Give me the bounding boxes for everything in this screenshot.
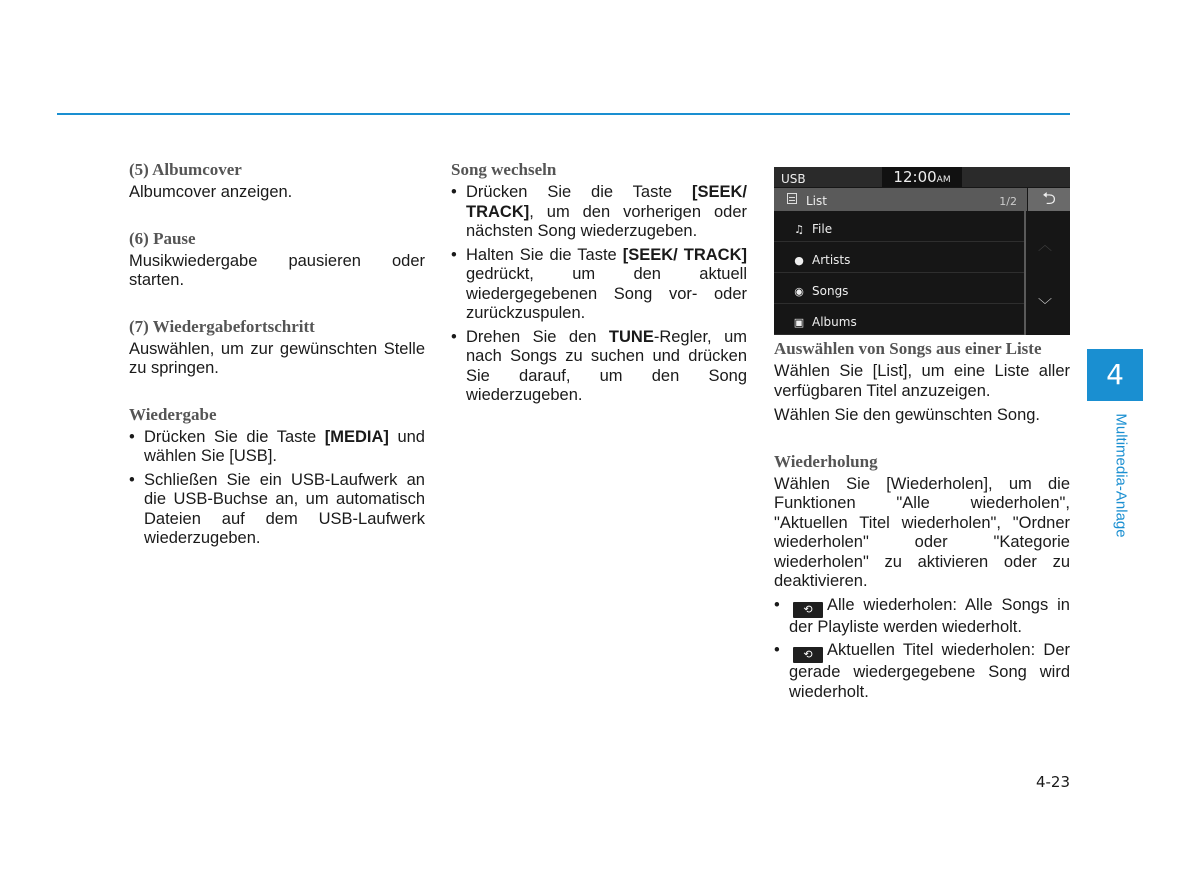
source-label: USB (781, 172, 806, 186)
pause-text: Musikwiedergabe pausieren oder starten. (129, 251, 425, 289)
chapter-number: 4 (1087, 349, 1143, 401)
column-middle (451, 160, 747, 410)
page-indicator: 1/2 (999, 195, 1017, 208)
header-rule (57, 113, 1070, 115)
albumcover-text: Albumcover anzeigen. (129, 183, 293, 201)
list-item: • Halten Sie die Taste [SEEK/ TRACK] gedrückt, um den aktuell wiedergegebenen Song vor- oder zurückzuspulen. (451, 246, 747, 324)
scroll-down-icon[interactable]: ﹀ (1038, 298, 1052, 314)
clock: 12:00AM (882, 167, 962, 187)
section-title-list: Auswählen von Songs aus einer Liste (774, 339, 1042, 358)
section-title-repeat: Wiederholung (774, 451, 878, 471)
list-item: • ⟲ Aktuellen Titel wiederholen: Der gerade wiedergegebene Song wird wiederholt. (774, 641, 1070, 702)
list-text-1: Wählen Sie [List], um eine Liste aller verfügbaren Titel anzuzeigen. (774, 362, 1070, 400)
column-right (774, 160, 1070, 706)
back-button[interactable] (1028, 188, 1070, 211)
list-item: • ⟲ Alle wiederholen: Alle Songs in der Playliste werden wiederholt. (774, 596, 1070, 638)
list-text-2: Wählen Sie den gewünschten Song. (774, 406, 1041, 424)
list-header-label: List (806, 194, 827, 208)
scroll-track (1024, 211, 1026, 335)
status-bar (774, 167, 1070, 187)
chapter-label: Multimedia-Anlage (1112, 413, 1130, 538)
repeat-text: Wählen Sie [Wiederholen], um die Funktionen "Alle wiederholen", "Aktuellen Titel wiederholen", "Ordner wiederholen" oder "Kategorie wiederholen" zu aktivieren oder zu deaktivieren. (774, 474, 1070, 590)
column-left (129, 160, 425, 553)
section-title-progress: (7) Wiedergabefortschritt (129, 316, 315, 336)
change-song-list (451, 183, 747, 406)
repeat-all-icon: ⟲ (793, 602, 823, 618)
page-number: 4-23 (1035, 773, 1070, 791)
back-arrow-icon: ⮌ (1042, 189, 1056, 209)
section-title-change-song: Song wechseln (451, 160, 557, 179)
album-icon: ▣ (793, 316, 805, 329)
repeat-one-icon: ⟲ (793, 647, 823, 663)
section-title-pause: (6) Pause (129, 228, 196, 248)
list-item: • Drücken Sie die Taste [SEEK/ TRACK], um den vorherigen oder nächsten Song wiederzugeben. (451, 183, 747, 242)
repeat-list (774, 596, 1070, 703)
section-title-playback: Wiedergabe (129, 404, 217, 424)
list-item: • Drehen Sie den TUNE-Regler, um nach Songs zu suchen und drücken Sie darauf, um den Song wiederzugeben. (451, 328, 747, 406)
list-item-albums[interactable]: ▣ Albums (774, 305, 1024, 335)
playback-list (129, 428, 425, 549)
section-title-albumcover: (5) Albumcover (129, 160, 242, 179)
progress-text: Auswählen, um zur gewünschten Stelle zu springen. (129, 339, 425, 377)
list-header[interactable] (774, 188, 1027, 211)
list-item-artists[interactable]: ● Artists (774, 243, 1024, 273)
list-item: • Drücken Sie die Taste [MEDIA] und wählen Sie [USB]. (129, 428, 425, 467)
list-item: • Schließen Sie ein USB-Laufwerk an die USB-Buchse an, um automatisch Dateien auf dem USB-Laufwerk wiederzugeben. (129, 471, 425, 549)
list-item-file[interactable]: ♫ File (774, 212, 1024, 242)
disc-icon: ◉ (794, 285, 804, 298)
list-icon (787, 193, 797, 204)
list-item-songs[interactable]: ◉ Songs (774, 274, 1024, 304)
scroll-up-icon[interactable]: ︿ (1038, 238, 1052, 254)
usb-list-screen (774, 167, 1070, 335)
music-note-icon: ♫ (794, 223, 804, 236)
person-icon: ● (794, 254, 804, 267)
